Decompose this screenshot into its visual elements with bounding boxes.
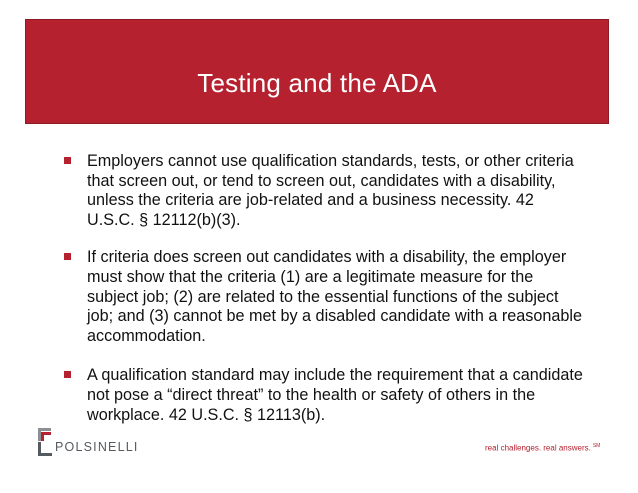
bullet-text: Employers cannot use qualification standards, tests, or other criteria that screen out, or tend to screen out, candidates with a disability, unless the criteria are job-related and a business necessity. 42 U.S.C. § 12112(b)(3). — [87, 152, 574, 229]
bullet-item — [64, 248, 584, 346]
bullet-text: A qualification standard may include the requirement that a candidate not pose a “direct threat” to the health or safety of others in the workplace. 42 U.S.C. § 12113(b). — [87, 366, 583, 424]
bullet-list — [64, 152, 584, 443]
logo-text: POLSINELLI — [55, 440, 139, 454]
square-bullet-icon — [64, 253, 71, 260]
service-mark: SM — [592, 443, 601, 449]
bullet-item — [64, 366, 584, 425]
tagline-text: real challenges. real answers. — [485, 443, 591, 453]
polsinelli-logo — [38, 428, 158, 458]
slide-title: Testing and the ADA — [197, 68, 437, 98]
footer-tagline — [485, 441, 600, 454]
title-banner — [25, 19, 609, 124]
logo-mark-icon — [38, 428, 53, 456]
square-bullet-icon — [64, 371, 71, 378]
bullet-item — [64, 152, 584, 230]
bullet-text: If criteria does screen out candidates with a disability, the employer must show that the criteria (1) are a legitimate measure for the subject job; (2) are related to the essential functions of the subject job; and (3) cannot be met by a disabled candidate with a reasonable accommodation. — [87, 248, 582, 345]
square-bullet-icon — [64, 157, 71, 164]
